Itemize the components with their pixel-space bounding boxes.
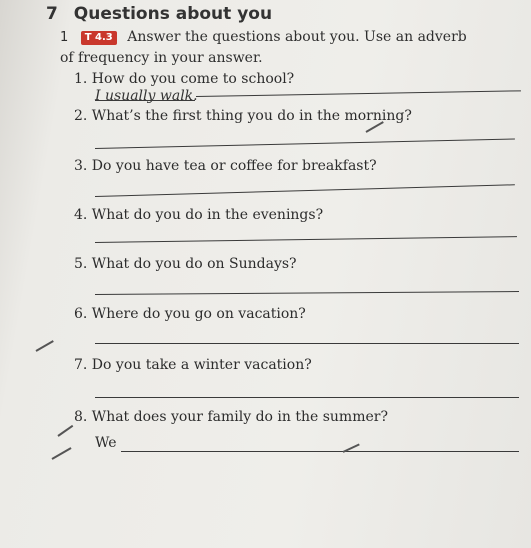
question-5: 5. What do you do on Sundays? (74, 256, 297, 272)
instruction-step: 1 (60, 30, 69, 45)
question-7: 7. Do you take a winter vacation? (74, 357, 312, 373)
answer-1: I usually walk. (95, 88, 198, 104)
answer-line-3[interactable] (95, 184, 515, 197)
question-3: 3. Do you have tea or coffee for breakfast? (74, 158, 377, 174)
question-1: 1. How do you come to school? (74, 71, 295, 87)
pencil-mark (36, 340, 54, 352)
question-6: 6. Where do you go on vacation? (74, 306, 306, 322)
section-number: 7 (46, 4, 58, 24)
question-8: 8. What does your family do in the summer? (74, 409, 388, 425)
pencil-mark (52, 447, 72, 460)
section-title: Questions about you (73, 4, 273, 24)
question-2: 2. What’s the first thing you do in the morning? (74, 108, 412, 124)
answer-line-2[interactable] (95, 138, 515, 149)
audio-track-badge: T 4.3 (81, 31, 117, 45)
instruction (60, 27, 480, 68)
pencil-mark (57, 425, 73, 437)
instruction-text: Answer the questions about you. Use an adverb of frequency in your answer. (60, 29, 467, 66)
answer-line-5[interactable] (95, 291, 519, 295)
answer-line-1[interactable] (196, 90, 521, 97)
answer-line-7[interactable] (95, 397, 519, 398)
answer-line-6[interactable] (95, 343, 519, 344)
answer-underline-1 (95, 100, 195, 101)
question-4: 4. What do you do in the evenings? (74, 207, 324, 223)
section-heading (46, 4, 272, 24)
answer-line-8[interactable] (121, 451, 519, 452)
answer-line-4[interactable] (95, 236, 517, 243)
answer-prefix-8: We (95, 435, 117, 451)
